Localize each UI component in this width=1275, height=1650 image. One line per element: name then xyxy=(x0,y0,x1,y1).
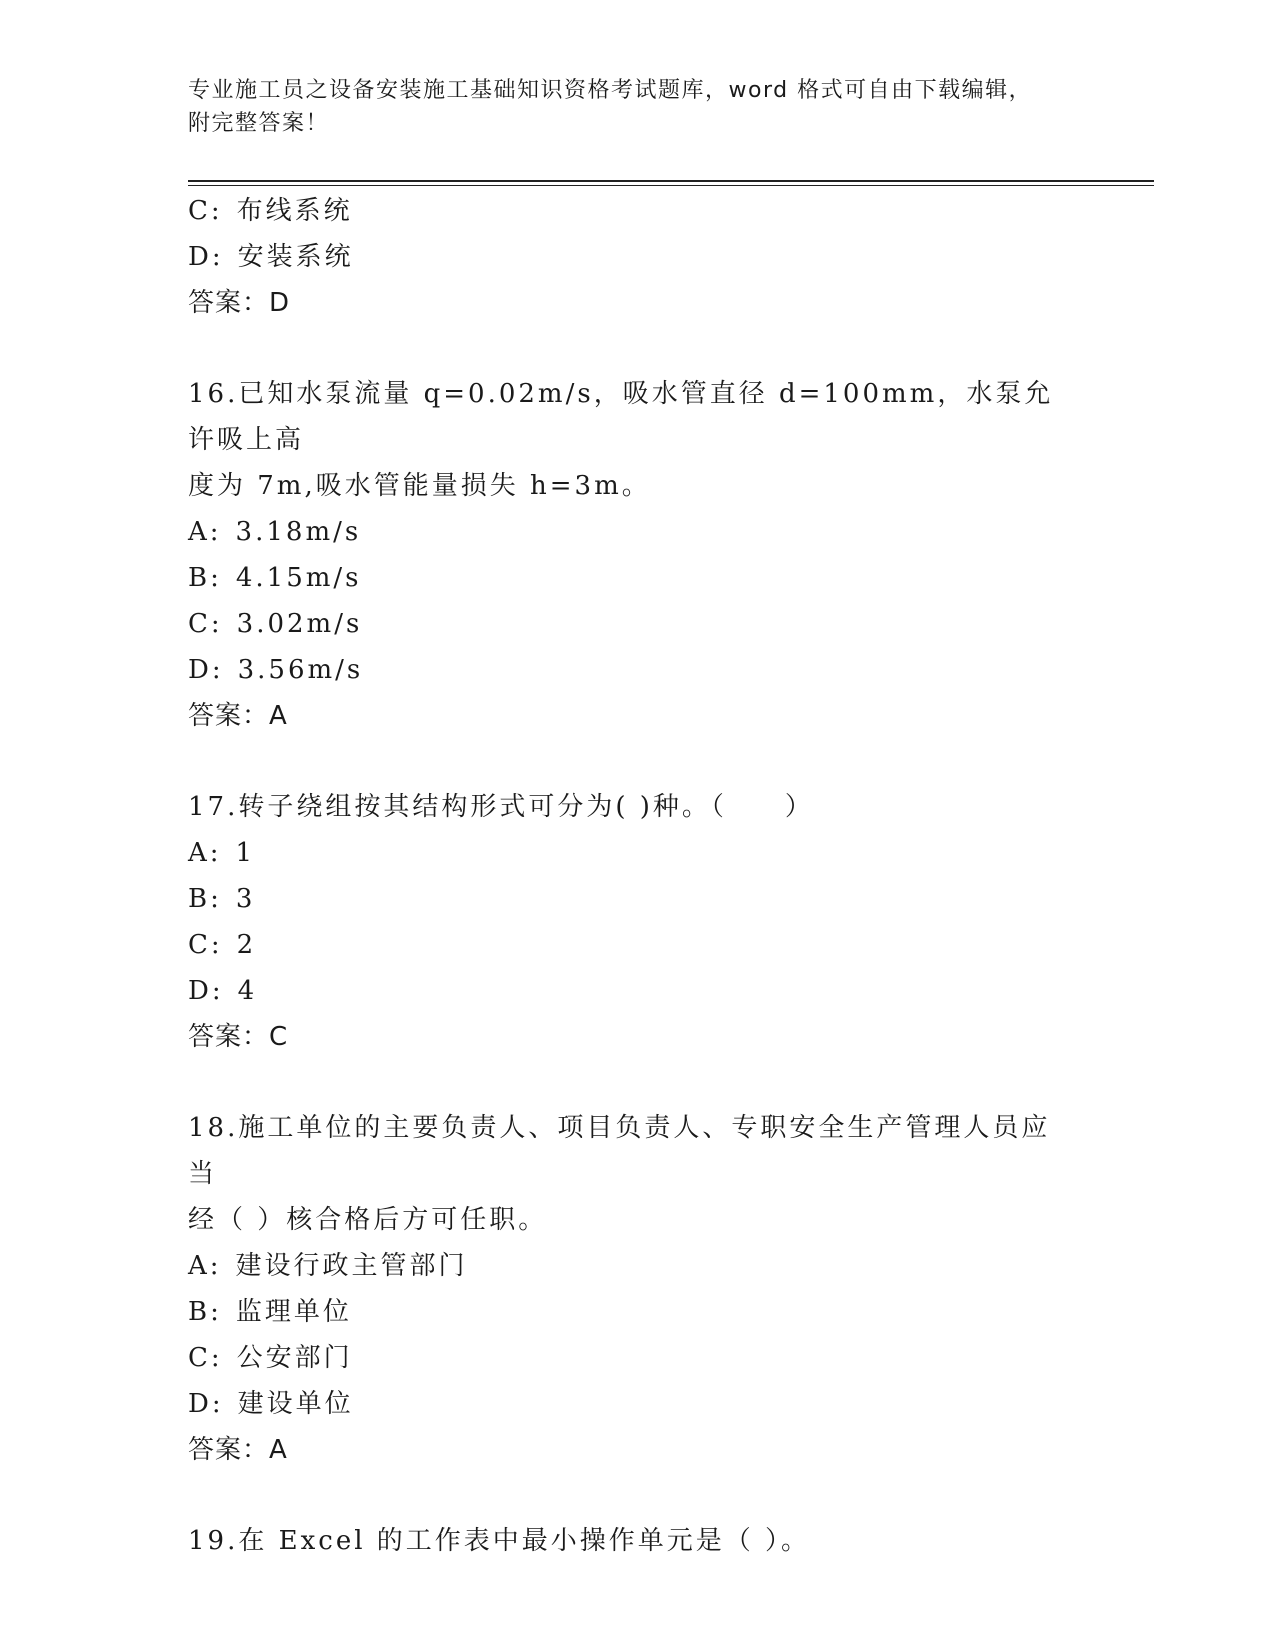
option-b: B: 监理单位 xyxy=(188,1297,352,1327)
question-stem: 16.已知水泵流量 q=0.02m/s，吸水管直径 d=100mm，水泵允许吸上高 度为 7m,吸水管能量损失 h=3m。 xyxy=(188,379,1054,501)
question-16 xyxy=(188,371,1088,739)
option-a: A: 3.18m/s xyxy=(188,517,362,547)
option-c: C: 布线系统 xyxy=(188,196,353,226)
question-stem: 18.施工单位的主要负责人、项目负责人、专职安全生产管理人员应当 经（ ）核合格后方可任职。 xyxy=(188,1113,1051,1235)
question-17 xyxy=(188,784,1088,1060)
option-b: B: 4.15m/s xyxy=(188,563,362,593)
answer-line: 答案：D xyxy=(188,288,291,318)
option-c: C: 2 xyxy=(188,930,257,960)
header-rule-thin xyxy=(188,185,1154,186)
option-d: D: 3.56m/s xyxy=(188,655,364,685)
option-c: C: 3.02m/s xyxy=(188,609,363,639)
header-line-1: 专业施工员之设备安装施工基础知识资格考试题库，word 格式可自由下载编辑， xyxy=(188,78,1033,103)
question-19 xyxy=(188,1518,1088,1564)
header-line-2: 附完整答案！ xyxy=(188,111,330,136)
option-b: B: 3 xyxy=(188,884,256,914)
question-stem: 19.在 Excel 的工作表中最小操作单元是（ ）。 xyxy=(188,1526,811,1556)
document-body xyxy=(188,188,1088,1564)
option-d: D: 安装系统 xyxy=(188,242,354,272)
question-stem: 17.转子绕组按其结构形式可分为( )种。（ ） xyxy=(188,792,814,822)
carryover-question xyxy=(188,188,1088,326)
option-c: C: 公安部门 xyxy=(188,1343,353,1373)
document-header xyxy=(188,74,1068,140)
answer-line: 答案：C xyxy=(188,1022,289,1052)
option-d: D: 建设单位 xyxy=(188,1389,354,1419)
header-rule-thick xyxy=(188,180,1154,182)
answer-line: 答案：A xyxy=(188,1435,288,1465)
option-d: D: 4 xyxy=(188,976,258,1006)
question-18 xyxy=(188,1105,1088,1473)
answer-line: 答案：A xyxy=(188,701,288,731)
option-a: A: 建设行政主管部门 xyxy=(188,1251,468,1281)
option-a: A: 1 xyxy=(188,838,256,868)
